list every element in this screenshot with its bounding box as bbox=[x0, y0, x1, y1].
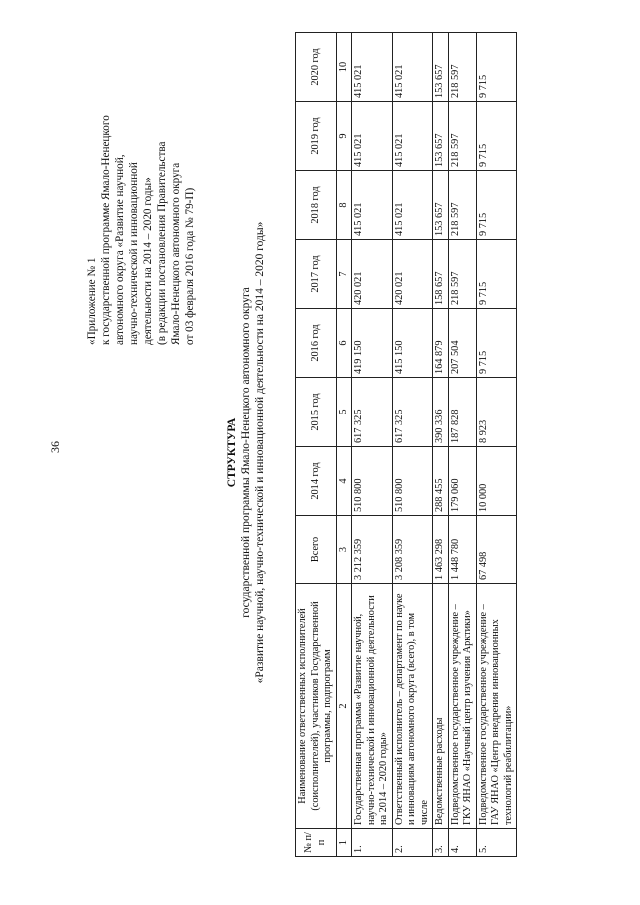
value-cell: 415 150 bbox=[392, 309, 433, 378]
value-cell: 218 597 bbox=[448, 171, 476, 240]
value-cell: 153 657 bbox=[433, 102, 449, 171]
value-cell: 420 021 bbox=[352, 240, 393, 309]
index-cell: 2 bbox=[336, 584, 352, 829]
appendix-line: к государственной программе Ямало-Ненецкого bbox=[100, 115, 112, 345]
value-cell: 415 021 bbox=[352, 33, 393, 102]
table-header-row bbox=[296, 33, 337, 857]
row-number: 2. bbox=[392, 829, 433, 857]
appendix-line: Ямало-Ненецкого автономного округа bbox=[170, 162, 182, 345]
appendix-line: от 03 февраля 2016 года № 79-П) bbox=[184, 187, 196, 345]
index-cell: 7 bbox=[336, 240, 352, 309]
row-number: 4. bbox=[448, 829, 476, 857]
value-cell: 510 800 bbox=[352, 447, 393, 516]
value-cell: 187 828 bbox=[448, 378, 476, 447]
index-cell: 10 bbox=[336, 33, 352, 102]
value-cell: 420 021 bbox=[392, 240, 433, 309]
value-cell: 9 715 bbox=[476, 309, 517, 378]
index-cell: 1 bbox=[336, 829, 352, 857]
value-cell: 153 657 bbox=[433, 33, 449, 102]
index-cell: 3 bbox=[336, 516, 352, 584]
row-name: Государственная программа «Развитие научной, научно-технической и инновационной деятельности на 2014 – 2020 годы» bbox=[352, 584, 393, 829]
appendix-line: автономного округа «Развитие научной, bbox=[114, 154, 126, 345]
value-cell: 9 715 bbox=[476, 102, 517, 171]
value-cell: 218 597 bbox=[448, 33, 476, 102]
value-cell: 3 208 359 bbox=[392, 516, 433, 584]
row-number: 1. bbox=[352, 829, 393, 857]
value-cell: 510 800 bbox=[392, 447, 433, 516]
value-cell: 158 657 bbox=[433, 240, 449, 309]
value-cell: 1 463 298 bbox=[433, 516, 449, 584]
value-cell: 1 448 780 bbox=[448, 516, 476, 584]
table-row bbox=[476, 33, 517, 857]
value-cell: 153 657 bbox=[433, 171, 449, 240]
row-name: Ведомственные расходы bbox=[433, 584, 449, 829]
header-cell: Наименование ответственных исполнителей (соисполнителей), участников Государственной программы, подпрограмм bbox=[296, 584, 337, 829]
value-cell: 415 021 bbox=[352, 102, 393, 171]
appendix-line: деятельности на 2014 – 2020 годы» bbox=[142, 177, 154, 345]
document-heading bbox=[225, 0, 267, 905]
value-cell: 415 021 bbox=[392, 33, 433, 102]
header-cell: 2019 год bbox=[296, 102, 337, 171]
appendix-note bbox=[85, 25, 197, 345]
value-cell: 67 498 bbox=[476, 516, 517, 584]
index-cell: 9 bbox=[336, 102, 352, 171]
value-cell: 9 715 bbox=[476, 240, 517, 309]
value-cell: 9 715 bbox=[476, 33, 517, 102]
table-row bbox=[392, 33, 433, 857]
value-cell: 415 021 bbox=[352, 171, 393, 240]
header-cell: Всего bbox=[296, 516, 337, 584]
heading-line2: «Развитие научной, научно-технической и инновационной деятельности на 2014 – 2020 годы» bbox=[254, 221, 266, 684]
header-cell: 2016 год bbox=[296, 309, 337, 378]
row-number: 5. bbox=[476, 829, 517, 857]
value-cell: 288 455 bbox=[433, 447, 449, 516]
index-cell: 4 bbox=[336, 447, 352, 516]
appendix-line: научно-технической и инновационной bbox=[128, 162, 140, 345]
appendix-title: «Приложение № 1 bbox=[86, 257, 98, 345]
header-cell: № п/п bbox=[296, 829, 337, 857]
index-cell: 8 bbox=[336, 171, 352, 240]
value-cell: 415 021 bbox=[392, 171, 433, 240]
index-cell: 5 bbox=[336, 378, 352, 447]
header-cell: 2017 год bbox=[296, 240, 337, 309]
value-cell: 218 597 bbox=[448, 102, 476, 171]
heading-title: СТРУКТУРА bbox=[226, 417, 238, 488]
table-row bbox=[352, 33, 393, 857]
value-cell: 10 000 bbox=[476, 447, 517, 516]
appendix-line: (в редакции постановления Правительства bbox=[156, 141, 168, 345]
table-row bbox=[433, 33, 449, 857]
value-cell: 207 504 bbox=[448, 309, 476, 378]
value-cell: 179 060 bbox=[448, 447, 476, 516]
value-cell: 617 325 bbox=[352, 378, 393, 447]
page-number: 36 bbox=[48, 441, 62, 453]
value-cell: 218 597 bbox=[448, 240, 476, 309]
row-name: Ответственный исполнитель – департамент по науке и инновациям автономного округа (всего), в том числе bbox=[392, 584, 433, 829]
header-cell: 2020 год bbox=[296, 33, 337, 102]
header-cell: 2015 год bbox=[296, 378, 337, 447]
row-number: 3. bbox=[433, 829, 449, 857]
header-cell: 2018 год bbox=[296, 171, 337, 240]
value-cell: 9 715 bbox=[476, 171, 517, 240]
table-row bbox=[448, 33, 476, 857]
heading-line1: государственной программы Ямало-Ненецкого автономного округа bbox=[240, 287, 252, 618]
value-cell: 390 336 bbox=[433, 378, 449, 447]
value-cell: 164 879 bbox=[433, 309, 449, 378]
value-cell: 617 325 bbox=[392, 378, 433, 447]
header-cell: 2014 год bbox=[296, 447, 337, 516]
index-cell: 6 bbox=[336, 309, 352, 378]
value-cell: 415 021 bbox=[392, 102, 433, 171]
value-cell: 8 923 bbox=[476, 378, 517, 447]
row-name: Подведомственное государственное учреждение – ГАУ ЯНАО «Центр внедрения инновационных технологий реабилитации» bbox=[476, 584, 517, 829]
value-cell: 419 150 bbox=[352, 309, 393, 378]
table-index-row bbox=[336, 33, 352, 857]
structure-table bbox=[295, 32, 517, 857]
value-cell: 3 212 359 bbox=[352, 516, 393, 584]
row-name: Подведомственное государственное учреждение – ГКУ ЯНАО «Научный центр изучения Арктики» bbox=[448, 584, 476, 829]
